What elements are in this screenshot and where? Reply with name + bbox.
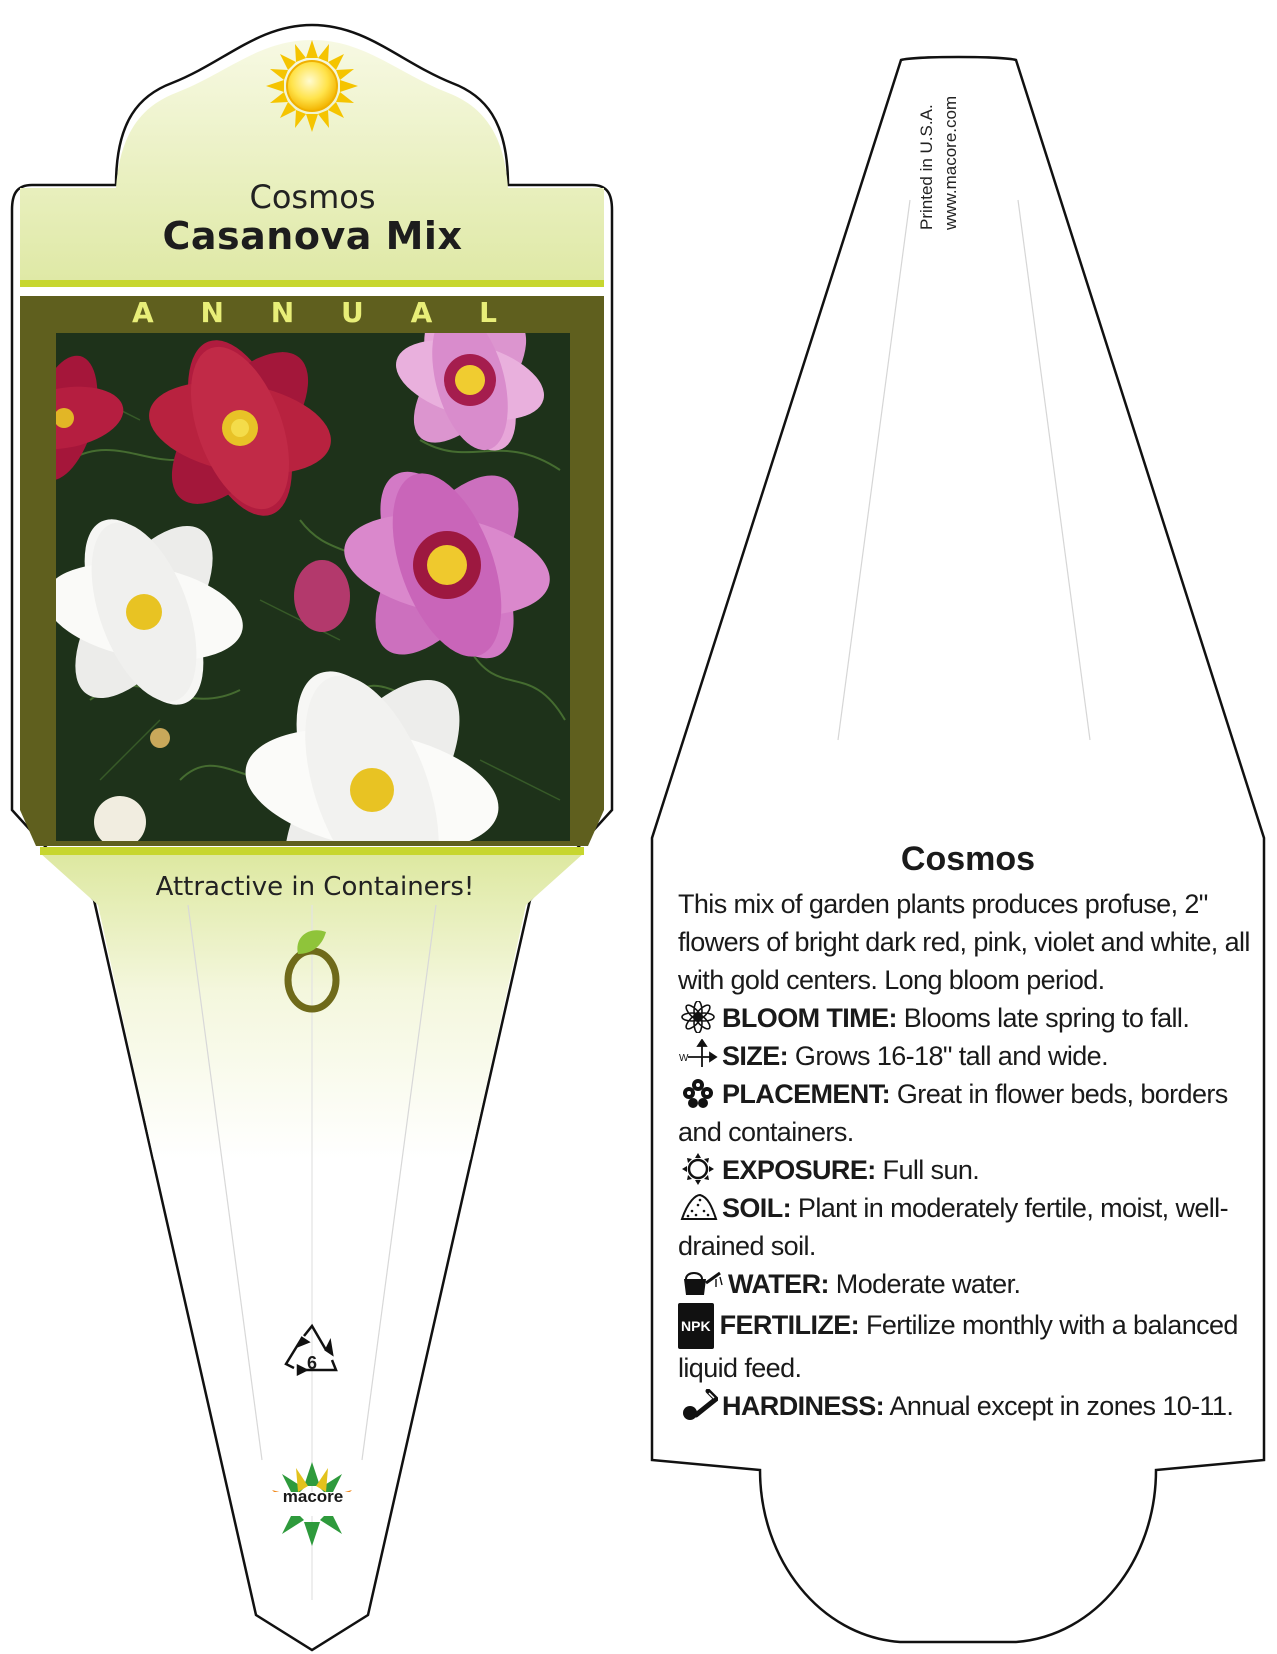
printed-in: Printed in U.S.A. — [917, 104, 936, 230]
category-letter: U — [341, 296, 364, 329]
attr-label: SOIL: — [722, 1193, 791, 1223]
category-letter: N — [200, 296, 224, 329]
category-letter: A — [132, 296, 154, 329]
back-title: Cosmos — [900, 840, 1036, 878]
attr-fertilize — [678, 1303, 1258, 1387]
genus-name: Cosmos — [249, 178, 376, 216]
cosmos-flower-photo — [0, 296, 570, 931]
svg-text:W: W — [679, 1053, 688, 1064]
brand-name: macore — [282, 1487, 344, 1506]
attr-text: Annual except in zones 10-11. — [889, 1391, 1234, 1421]
accent-rule-top — [20, 280, 604, 287]
attr-text: Great in flower beds, borders and containers. — [678, 1079, 1228, 1147]
attr-text: Plant in moderately fertile, moist, well-drained soil. — [678, 1193, 1228, 1261]
attr-bloom-time — [678, 999, 1258, 1037]
attr-size — [678, 1037, 1258, 1075]
website: www.macore.com — [941, 95, 960, 230]
attr-placement — [678, 1075, 1258, 1151]
attr-label: SIZE: — [722, 1041, 789, 1071]
watering-can-icon — [678, 1267, 724, 1299]
soil-icon — [678, 1191, 718, 1223]
attr-exposure — [678, 1151, 1258, 1189]
category-letter: A — [410, 296, 433, 329]
npk-icon: NPK — [678, 1303, 714, 1349]
attr-text: Grows 16-18" tall and wide. — [794, 1041, 1108, 1071]
attr-text: Fertilize monthly with a balanced liquid feed. — [678, 1310, 1238, 1383]
placement-icon — [678, 1077, 718, 1109]
attr-text: Full sun. — [882, 1155, 980, 1185]
sun-icon — [678, 1153, 718, 1185]
description: This mix of garden plants produces profuse, 2" flowers of bright dark red, pink, violet and white, all with gold centers. Long bloom period. — [678, 889, 1250, 995]
thermometer-icon — [678, 1389, 718, 1421]
tagline: Attractive in Containers! — [155, 872, 475, 902]
attr-hardiness — [678, 1387, 1258, 1425]
attr-label: WATER: — [728, 1269, 829, 1299]
attr-label: FERTILIZE: — [719, 1310, 860, 1340]
print-info — [915, 60, 975, 230]
attr-label: PLACEMENT: — [722, 1079, 890, 1109]
attr-label: EXPOSURE: — [722, 1155, 876, 1185]
variety-name: Casanova Mix — [162, 214, 463, 258]
care-info — [678, 840, 1258, 1425]
attr-soil — [678, 1189, 1258, 1265]
category-letter: L — [479, 296, 497, 329]
flower-icon — [678, 1001, 718, 1033]
attr-text: Blooms late spring to fall. — [903, 1003, 1190, 1033]
attr-label: BLOOM TIME: — [722, 1003, 897, 1033]
attr-label: HARDINESS: — [722, 1391, 885, 1421]
category-label — [132, 296, 497, 329]
category-letter: N — [270, 296, 295, 329]
accent-rule-bottom — [40, 847, 584, 855]
attr-text: Moderate water. — [835, 1269, 1021, 1299]
recycle-code: 6 — [306, 1353, 317, 1373]
attr-water — [678, 1265, 1258, 1303]
size-icon — [678, 1039, 718, 1071]
